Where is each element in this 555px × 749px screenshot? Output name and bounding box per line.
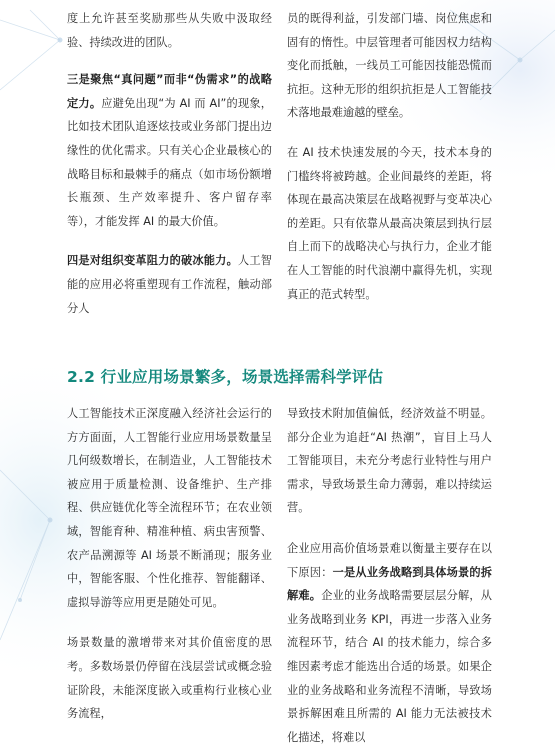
paragraph-text: 企业的业务战略需要层层分解，从业务战略到业务 KPI，再进一步落入业务流程环节，结合 AI 的技术能力，综合多维因素考虑才能选出合适的场景。如果企业的业务战略和业务流程不清晰，导致场景拆解困难且所需的 AI 能力无法被技术化描述，将难以 bbox=[287, 589, 492, 744]
paragraph bbox=[67, 249, 272, 320]
paragraph-lead: 三是聚焦“真问题”而非“伪需求”的战略定力。 bbox=[67, 73, 272, 110]
paragraph: 员的既得利益，引发部门墙、岗位焦虑和固有的惰性。中层管理者可能因权力结构变化而抵触，一线员工可能因技能恐慌而抗拒。这种无形的组织抗拒是人工智能技术落地最难逾越的壁垒。 bbox=[287, 12, 492, 120]
section-heading: 2.2 行业应用场景繁多，场景选择需科学评估 bbox=[67, 368, 384, 386]
paragraph: 在 AI 技术快速发展的今天，技术本身的门槛终将被跨越。企业间最终的差距，将体现在最高决策层在战略视野与变革决心的差距。只有依靠从最高决策层到执行层自上而下的战略决心与执行力，企业才能在人工智能的时代浪潮中赢得先机，实现真正的范式转型。 bbox=[287, 145, 492, 301]
paragraph-lead: 四是对组织变革阻力的破冰能力。 bbox=[67, 254, 238, 268]
paragraph bbox=[287, 537, 492, 749]
left-column-top bbox=[67, 7, 272, 320]
paragraph-text: 应避免出现“为 AI 而 AI”的现象，比如技术团队追逐炫技或业务部门提出边缘性的优化需求。只有关心企业最核心的战略目标和最棘手的痛点（如市场份额增长瓶颈、生产效率提升、客户留存率等），才能发挥 AI 的最大价值。 bbox=[67, 96, 272, 228]
paragraph: 度上允许甚至奖励那些从失败中汲取经验、持续改进的团队。 bbox=[67, 12, 272, 49]
right-column-top bbox=[287, 7, 492, 306]
paragraph: 导致技术附加值偏低，经济效益不明显。部分企业为追赶“AI 热潮”，盲目上马人工智能项目，未充分考虑行业特性与用户需求，导致场景生命力薄弱，难以持续运营。 bbox=[287, 407, 492, 515]
paragraph bbox=[67, 68, 272, 233]
paragraph-text: 人工智能的应用必将重塑现有工作流程，触动部分人 bbox=[67, 254, 272, 315]
paragraph-text: 企业应用高价值场景难以衡量主要存在以下原因： bbox=[287, 541, 492, 579]
paragraph-lead: 一是从业务战略到具体场景的拆解难。 bbox=[287, 565, 492, 603]
left-column-bottom bbox=[67, 402, 272, 726]
right-column-bottom bbox=[287, 402, 492, 749]
paragraph: 场景数量的激增带来对其价值密度的思考。多数场景仍停留在浅层尝试或概念验证阶段，未能深度嵌入或重构行业核心业务流程， bbox=[67, 636, 272, 721]
paragraph: 人工智能技术正深度融入经济社会运行的方方面面，人工智能行业应用场景数量呈几何级数增长，在制造业，人工智能技术被应用于质量检测、设备维护、生产排程、供应链优化等全流程环节；在农业领域，智能育种、精准种植、病虫害预警、农产品溯源等 AI 场景不断涌现；服务业中，智能客服、个性化推荐、智能翻译、虚拟导游等应用更是随处可见。 bbox=[67, 407, 272, 609]
